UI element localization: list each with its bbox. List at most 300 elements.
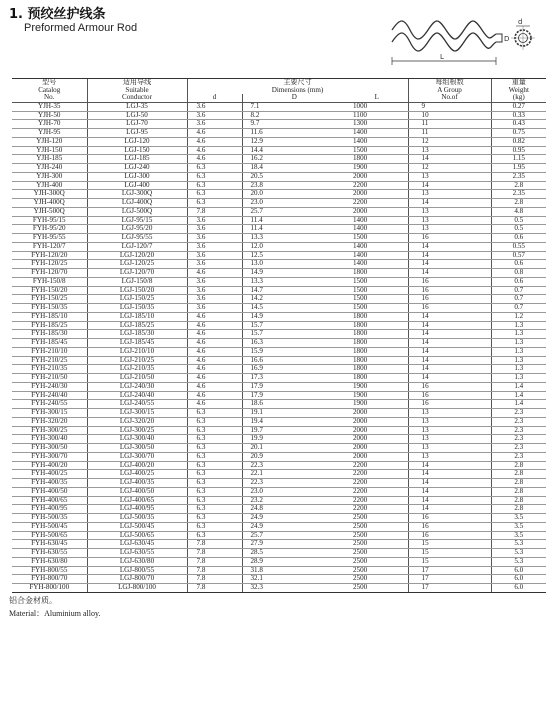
group-count-cell: 14	[408, 505, 491, 514]
header-conductor-en: Suitable	[87, 87, 187, 95]
l-cell: 2200	[346, 470, 408, 479]
conductor-cell: LGJ-95/20	[87, 225, 187, 234]
dd-cell: 32.1	[242, 575, 346, 584]
dd-cell: 19.1	[242, 409, 346, 418]
conductor-cell: LGJ-400/95	[87, 505, 187, 514]
catalog-cell: FYH-630/80	[12, 557, 87, 566]
d-cell: 4.6	[187, 365, 242, 374]
catalog-cell: FYH-240/40	[12, 391, 87, 400]
table-row	[12, 549, 546, 558]
d-cell: 6.3	[187, 190, 242, 199]
group-count-cell: 14	[408, 461, 491, 470]
catalog-cell: FYH-400/20	[12, 461, 87, 470]
l-cell: 1800	[346, 155, 408, 164]
weight-cell: 1.4	[491, 400, 546, 409]
dd-cell: 31.8	[242, 566, 346, 575]
catalog-cell: FYH-210/50	[12, 374, 87, 383]
l-cell: 2500	[346, 575, 408, 584]
table-row	[12, 505, 546, 514]
group-count-cell: 14	[408, 251, 491, 260]
dd-cell: 23.0	[242, 487, 346, 496]
group-count-cell: 14	[408, 155, 491, 164]
table-row	[12, 137, 546, 146]
dd-cell: 25.7	[242, 207, 346, 216]
weight-cell: 5.3	[491, 557, 546, 566]
group-count-cell: 14	[408, 181, 491, 190]
group-count-cell: 14	[408, 479, 491, 488]
conductor-cell: LGJ-300/70	[87, 452, 187, 461]
catalog-cell: YJH-35	[12, 102, 87, 111]
l-cell: 2500	[346, 522, 408, 531]
dd-cell: 14.2	[242, 295, 346, 304]
catalog-cell: YJH-95	[12, 129, 87, 138]
catalog-cell: FYH-300/70	[12, 452, 87, 461]
dd-cell: 8.2	[242, 111, 346, 120]
dd-cell: 18.4	[242, 164, 346, 173]
catalog-cell: FYH-240/30	[12, 382, 87, 391]
dd-cell: 9.7	[242, 120, 346, 129]
weight-cell: 2.3	[491, 435, 546, 444]
l-cell: 1800	[346, 347, 408, 356]
group-count-cell: 13	[408, 435, 491, 444]
header-group-no: No.of	[408, 94, 491, 102]
l-cell: 2500	[346, 566, 408, 575]
d-cell: 4.6	[187, 356, 242, 365]
table-row	[12, 522, 546, 531]
d-cell: 3.6	[187, 242, 242, 251]
group-count-cell: 16	[408, 382, 491, 391]
catalog-cell: FYH-120/7	[12, 242, 87, 251]
dd-cell: 16.9	[242, 365, 346, 374]
conductor-cell: LGJ-240/40	[87, 391, 187, 400]
conductor-cell: LGJ-70	[87, 120, 187, 129]
conductor-cell: LGJ-400/35	[87, 479, 187, 488]
weight-cell: 1.3	[491, 321, 546, 330]
dd-cell: 19.9	[242, 435, 346, 444]
group-count-cell: 13	[408, 146, 491, 155]
group-count-cell: 17	[408, 575, 491, 584]
dd-cell: 14.4	[242, 146, 346, 155]
group-count-cell: 14	[408, 339, 491, 348]
l-cell: 2000	[346, 426, 408, 435]
weight-cell: 2.3	[491, 417, 546, 426]
d-cell: 3.6	[187, 260, 242, 269]
table-row	[12, 479, 546, 488]
group-count-cell: 16	[408, 286, 491, 295]
table-row	[12, 584, 546, 593]
conductor-cell: LGJ-500/45	[87, 522, 187, 531]
conductor-cell: LGJ-120/7	[87, 242, 187, 251]
table-row	[12, 347, 546, 356]
table-row	[12, 409, 546, 418]
table-row	[12, 304, 546, 313]
header-weight-en: Weight	[491, 87, 546, 95]
dd-cell: 14.5	[242, 304, 346, 313]
group-count-cell: 16	[408, 295, 491, 304]
table-row	[12, 286, 546, 295]
catalog-cell: YJH-150	[12, 146, 87, 155]
dd-cell: 32.3	[242, 584, 346, 593]
catalog-cell: FYH-185/45	[12, 339, 87, 348]
d-cell: 6.3	[187, 181, 242, 190]
group-count-cell: 15	[408, 557, 491, 566]
catalog-cell: FYH-95/15	[12, 216, 87, 225]
table-row	[12, 339, 546, 348]
l-cell: 1500	[346, 234, 408, 243]
d-cell: 6.3	[187, 435, 242, 444]
table-row	[12, 496, 546, 505]
l-cell: 2500	[346, 540, 408, 549]
l-cell: 1800	[346, 269, 408, 278]
dd-cell: 24.9	[242, 514, 346, 523]
d-cell: 3.6	[187, 295, 242, 304]
catalog-cell: YJH-400	[12, 181, 87, 190]
d-cell: 4.6	[187, 400, 242, 409]
d-cell: 4.6	[187, 339, 242, 348]
d-cell: 3.6	[187, 216, 242, 225]
conductor-cell: LGJ-95/15	[87, 216, 187, 225]
d-cell: 6.3	[187, 496, 242, 505]
catalog-cell: FYH-400/95	[12, 505, 87, 514]
conductor-cell: LGJ-150/25	[87, 295, 187, 304]
group-count-cell: 16	[408, 304, 491, 313]
dd-cell: 14.9	[242, 269, 346, 278]
group-count-cell: 14	[408, 199, 491, 208]
weight-cell: 2.3	[491, 444, 546, 453]
conductor-cell: LGJ-300/15	[87, 409, 187, 418]
header-conductor-cn: 适用导线	[87, 79, 187, 87]
catalog-cell: FYH-185/10	[12, 312, 87, 321]
dd-cell: 7.1	[242, 102, 346, 111]
l-cell: 2500	[346, 549, 408, 558]
d-cell: 3.6	[187, 111, 242, 120]
group-count-cell: 13	[408, 426, 491, 435]
d-cell: 4.6	[187, 330, 242, 339]
group-count-cell: 13	[408, 452, 491, 461]
weight-cell: 1.3	[491, 330, 546, 339]
dd-cell: 16.3	[242, 339, 346, 348]
catalog-cell: FYH-95/55	[12, 234, 87, 243]
header-dim-L: L	[346, 94, 408, 102]
l-cell: 1400	[346, 242, 408, 251]
group-count-cell: 15	[408, 540, 491, 549]
d-cell: 3.6	[187, 286, 242, 295]
table-row	[12, 164, 546, 173]
weight-cell: 2.8	[491, 470, 546, 479]
dd-cell: 28.9	[242, 557, 346, 566]
weight-cell: 0.7	[491, 304, 546, 313]
weight-cell: 0.6	[491, 260, 546, 269]
dd-cell: 13.3	[242, 277, 346, 286]
weight-cell: 0.6	[491, 234, 546, 243]
table-row	[12, 557, 546, 566]
catalog-cell: FYH-500/35	[12, 514, 87, 523]
group-count-cell: 16	[408, 531, 491, 540]
weight-cell: 6.0	[491, 575, 546, 584]
catalog-cell: YJH-240	[12, 164, 87, 173]
d-cell: 6.3	[187, 452, 242, 461]
weight-cell: 2.8	[491, 181, 546, 190]
catalog-cell: YJH-185	[12, 155, 87, 164]
d-cell: 7.8	[187, 540, 242, 549]
dd-cell: 12.0	[242, 242, 346, 251]
conductor-cell: LGJ-150/35	[87, 304, 187, 313]
catalog-cell: FYH-400/25	[12, 470, 87, 479]
catalog-cell: FYH-150/35	[12, 304, 87, 313]
header-dim-d: d	[187, 94, 242, 102]
d-cell: 6.3	[187, 479, 242, 488]
dd-cell: 22.3	[242, 479, 346, 488]
weight-cell: 0.5	[491, 225, 546, 234]
group-count-cell: 14	[408, 312, 491, 321]
d-cell: 4.6	[187, 391, 242, 400]
conductor-cell: LGJ-500/65	[87, 531, 187, 540]
group-count-cell: 15	[408, 549, 491, 558]
l-cell: 2200	[346, 479, 408, 488]
catalog-cell: FYH-210/10	[12, 347, 87, 356]
table-row	[12, 181, 546, 190]
dd-cell: 14.9	[242, 312, 346, 321]
table-row	[12, 111, 546, 120]
d-cell: 6.3	[187, 199, 242, 208]
weight-cell: 0.8	[491, 269, 546, 278]
l-cell: 2000	[346, 409, 408, 418]
group-count-cell: 11	[408, 120, 491, 129]
l-cell: 1500	[346, 304, 408, 313]
weight-cell: 2.8	[491, 496, 546, 505]
group-count-cell: 16	[408, 400, 491, 409]
conductor-cell: LGJ-400/65	[87, 496, 187, 505]
table-row	[12, 277, 546, 286]
catalog-cell: FYH-500/45	[12, 522, 87, 531]
dd-cell: 12.9	[242, 137, 346, 146]
header-conductor-label: Conductor	[87, 94, 187, 102]
d-cell: 4.6	[187, 382, 242, 391]
dd-cell: 17.3	[242, 374, 346, 383]
catalog-cell: FYH-300/40	[12, 435, 87, 444]
group-count-cell: 13	[408, 172, 491, 181]
weight-cell: 4.8	[491, 207, 546, 216]
table-row	[12, 234, 546, 243]
table-row	[12, 146, 546, 155]
dd-cell: 22.1	[242, 470, 346, 479]
catalog-cell: FYH-300/25	[12, 426, 87, 435]
dd-cell: 27.9	[242, 540, 346, 549]
group-count-cell: 11	[408, 129, 491, 138]
l-cell: 2000	[346, 190, 408, 199]
table-row	[12, 251, 546, 260]
group-count-cell: 14	[408, 321, 491, 330]
conductor-cell: LGJ-210/10	[87, 347, 187, 356]
weight-cell: 1.3	[491, 339, 546, 348]
l-cell: 2200	[346, 496, 408, 505]
d-cell: 6.3	[187, 164, 242, 173]
d-cell: 4.6	[187, 155, 242, 164]
weight-cell: 2.3	[491, 426, 546, 435]
weight-cell: 0.95	[491, 146, 546, 155]
l-cell: 1800	[346, 330, 408, 339]
material-note-cn: 铝合金材质。	[9, 596, 57, 605]
table-row	[12, 155, 546, 164]
table-row	[12, 575, 546, 584]
conductor-cell: LGJ-210/25	[87, 356, 187, 365]
group-count-cell: 16	[408, 277, 491, 286]
group-count-cell: 14	[408, 374, 491, 383]
l-cell: 2000	[346, 207, 408, 216]
conductor-cell: LGJ-630/45	[87, 540, 187, 549]
weight-cell: 0.33	[491, 111, 546, 120]
catalog-cell: FYH-300/15	[12, 409, 87, 418]
l-cell: 2500	[346, 531, 408, 540]
weight-cell: 0.27	[491, 102, 546, 111]
dd-cell: 25.7	[242, 531, 346, 540]
catalog-cell: YJH-300	[12, 172, 87, 181]
d-cell: 6.3	[187, 487, 242, 496]
group-count-cell: 14	[408, 260, 491, 269]
l-cell: 1800	[346, 356, 408, 365]
l-cell: 1400	[346, 225, 408, 234]
conductor-cell: LGJ-400Q	[87, 199, 187, 208]
dd-cell: 20.0	[242, 190, 346, 199]
l-cell: 2000	[346, 435, 408, 444]
conductor-cell: LGJ-120/70	[87, 269, 187, 278]
weight-cell: 2.35	[491, 190, 546, 199]
d-cell: 4.6	[187, 269, 242, 278]
conductor-cell: LGJ-120/20	[87, 251, 187, 260]
catalog-cell: FYH-320/20	[12, 417, 87, 426]
conductor-cell: LGJ-630/55	[87, 549, 187, 558]
l-cell: 2200	[346, 505, 408, 514]
l-cell: 1400	[346, 216, 408, 225]
conductor-cell: LGJ-50	[87, 111, 187, 120]
table-row	[12, 540, 546, 549]
d-cell: 7.8	[187, 575, 242, 584]
catalog-cell: YJH-500Q	[12, 207, 87, 216]
conductor-cell: LGJ-320/20	[87, 417, 187, 426]
table-row	[12, 260, 546, 269]
catalog-cell: FYH-120/25	[12, 260, 87, 269]
weight-cell: 0.55	[491, 242, 546, 251]
l-cell: 1100	[346, 111, 408, 120]
d-cell: 7.8	[187, 549, 242, 558]
d-cell: 4.6	[187, 312, 242, 321]
catalog-cell: YJH-400Q	[12, 199, 87, 208]
table-row	[12, 199, 546, 208]
table-row	[12, 120, 546, 129]
catalog-cell: YJH-120	[12, 137, 87, 146]
conductor-cell: LGJ-400/25	[87, 470, 187, 479]
label-L: L	[440, 53, 444, 61]
conductor-cell: LGJ-400/50	[87, 487, 187, 496]
rod-end	[496, 34, 502, 42]
d-cell: 6.3	[187, 172, 242, 181]
l-cell: 1800	[346, 321, 408, 330]
group-count-cell: 17	[408, 566, 491, 575]
table-row	[12, 435, 546, 444]
d-cell: 3.6	[187, 225, 242, 234]
dd-cell: 13.3	[242, 234, 346, 243]
group-count-cell: 12	[408, 137, 491, 146]
header-dim-D: D	[242, 94, 346, 102]
weight-cell: 0.57	[491, 251, 546, 260]
weight-cell: 2.3	[491, 409, 546, 418]
table-row	[12, 391, 546, 400]
catalog-cell: FYH-210/35	[12, 365, 87, 374]
header-catalog-no: No.	[12, 94, 87, 102]
catalog-cell: FYH-210/25	[12, 356, 87, 365]
header-group-cn: 每组根数	[408, 79, 491, 87]
weight-cell: 6.0	[491, 566, 546, 575]
catalog-cell: FYH-150/8	[12, 277, 87, 286]
catalog-cell: FYH-400/65	[12, 496, 87, 505]
conductor-cell: LGJ-120/25	[87, 260, 187, 269]
l-cell: 1400	[346, 260, 408, 269]
table-row	[12, 330, 546, 339]
weight-cell: 2.8	[491, 461, 546, 470]
group-count-cell: 13	[408, 190, 491, 199]
dd-cell: 11.4	[242, 225, 346, 234]
group-count-cell: 14	[408, 347, 491, 356]
conductor-cell: LGJ-240	[87, 164, 187, 173]
group-count-cell: 13	[408, 216, 491, 225]
dd-cell: 23.8	[242, 181, 346, 190]
conductor-cell: LGJ-95/55	[87, 234, 187, 243]
catalog-cell: FYH-630/45	[12, 540, 87, 549]
dd-cell: 23.0	[242, 199, 346, 208]
catalog-cell: FYH-800/55	[12, 566, 87, 575]
weight-cell: 2.8	[491, 479, 546, 488]
d-cell: 4.6	[187, 129, 242, 138]
l-cell: 1500	[346, 277, 408, 286]
table-row	[12, 531, 546, 540]
weight-cell: 2.3	[491, 452, 546, 461]
dd-cell: 16.2	[242, 155, 346, 164]
dd-cell: 13.0	[242, 260, 346, 269]
table-row	[12, 242, 546, 251]
d-cell: 7.8	[187, 557, 242, 566]
conductor-cell: LGJ-800/100	[87, 584, 187, 593]
header-weight-unit: (kg)	[491, 94, 546, 102]
weight-cell: 1.95	[491, 164, 546, 173]
l-cell: 2500	[346, 514, 408, 523]
weight-cell: 2.35	[491, 172, 546, 181]
dd-cell: 20.9	[242, 452, 346, 461]
group-count-cell: 16	[408, 391, 491, 400]
dd-cell: 19.7	[242, 426, 346, 435]
conductor-cell: LGJ-150/8	[87, 277, 187, 286]
table-row	[12, 452, 546, 461]
d-cell: 6.3	[187, 514, 242, 523]
weight-cell: 5.3	[491, 540, 546, 549]
l-cell: 1800	[346, 365, 408, 374]
d-cell: 3.6	[187, 277, 242, 286]
group-count-cell: 14	[408, 330, 491, 339]
conductor-cell: LGJ-150/20	[87, 286, 187, 295]
table-row	[12, 102, 546, 111]
conductor-cell: LGJ-185/30	[87, 330, 187, 339]
l-cell: 1500	[346, 146, 408, 155]
weight-cell: 0.6	[491, 277, 546, 286]
conductor-cell: LGJ-210/35	[87, 365, 187, 374]
armour-rod-diagram	[390, 14, 540, 70]
weight-cell: 2.8	[491, 487, 546, 496]
catalog-cell: FYH-800/100	[12, 584, 87, 593]
d-cell: 3.6	[187, 234, 242, 243]
d-cell: 3.6	[187, 304, 242, 313]
group-count-cell: 13	[408, 225, 491, 234]
header-catalog-cn: 型号	[12, 79, 87, 87]
dd-cell: 12.5	[242, 251, 346, 260]
